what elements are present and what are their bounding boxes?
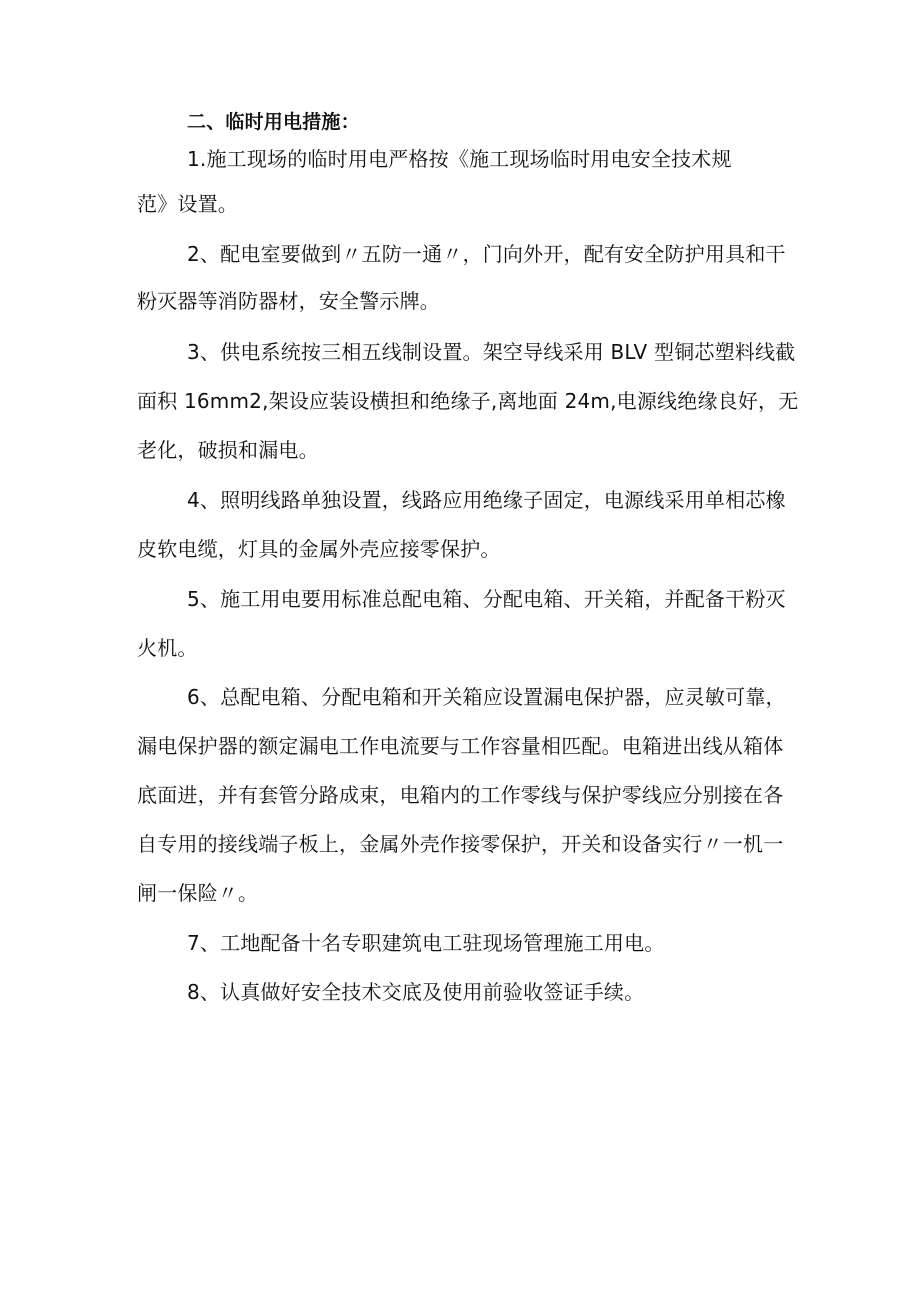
paragraph-1-line-2: 范》设置。 <box>137 192 238 216</box>
paragraph-4-line-1: 4、照明线路单独设置，线路应用绝缘子固定，电源线采用单相芯橡 <box>187 488 786 512</box>
paragraph-6-line-1: 6、总配电箱、分配电箱和开关箱应设置漏电保护器，应灵敏可靠， <box>187 685 786 709</box>
paragraph-4-line-2: 皮软电缆，灯具的金属外壳应接零保护。 <box>137 537 501 561</box>
paragraph-3-line-1: 3、供电系统按三相五线制设置。架空导线采用 BLV 型铜芯塑料线截 <box>187 340 796 364</box>
paragraph-5-line-2: 火机。 <box>137 636 198 660</box>
paragraph-6-line-2: 漏电保护器的额定漏电工作电流要与工作容量相匹配。电箱进出线从箱体 <box>137 734 784 758</box>
paragraph-5-line-1: 5、施工用电要用标准总配电箱、分配电箱、开关箱，并配备干粉灭 <box>187 587 786 611</box>
paragraph-3-line-3: 老化，破损和漏电。 <box>137 438 319 462</box>
paragraph-6-line-5: 闸一保险〃。 <box>137 881 259 905</box>
paragraph-7-line-1: 7、工地配备十名专职建筑电工驻现场管理施工用电。 <box>187 931 665 955</box>
paragraph-1-line-1: 1.施工现场的临时用电严格按《施工现场临时用电安全技术规 <box>187 147 732 171</box>
section-heading: 二、临时用电措施： <box>187 111 360 133</box>
paragraph-6-line-4: 自专用的接线端子板上，金属外壳作接零保护，开关和设备实行〃一机一 <box>137 832 784 856</box>
paragraph-6-line-3: 底面进，并有套管分路成束，电箱内的工作零线与保护零线应分别接在各 <box>137 783 784 807</box>
paragraph-3-line-2: 面积 16mm2,架设应装设横担和绝缘子,离地面 24m,电源线绝缘良好，无 <box>137 389 799 413</box>
paragraph-2-line-1: 2、配电室要做到〃五防一通〃，门向外开，配有安全防护用具和干 <box>187 242 786 266</box>
paragraph-2-line-2: 粉灭器等消防器材，安全警示牌。 <box>137 289 440 313</box>
paragraph-8-line-1: 8、认真做好安全技术交底及使用前验收签证手续。 <box>187 980 645 1004</box>
